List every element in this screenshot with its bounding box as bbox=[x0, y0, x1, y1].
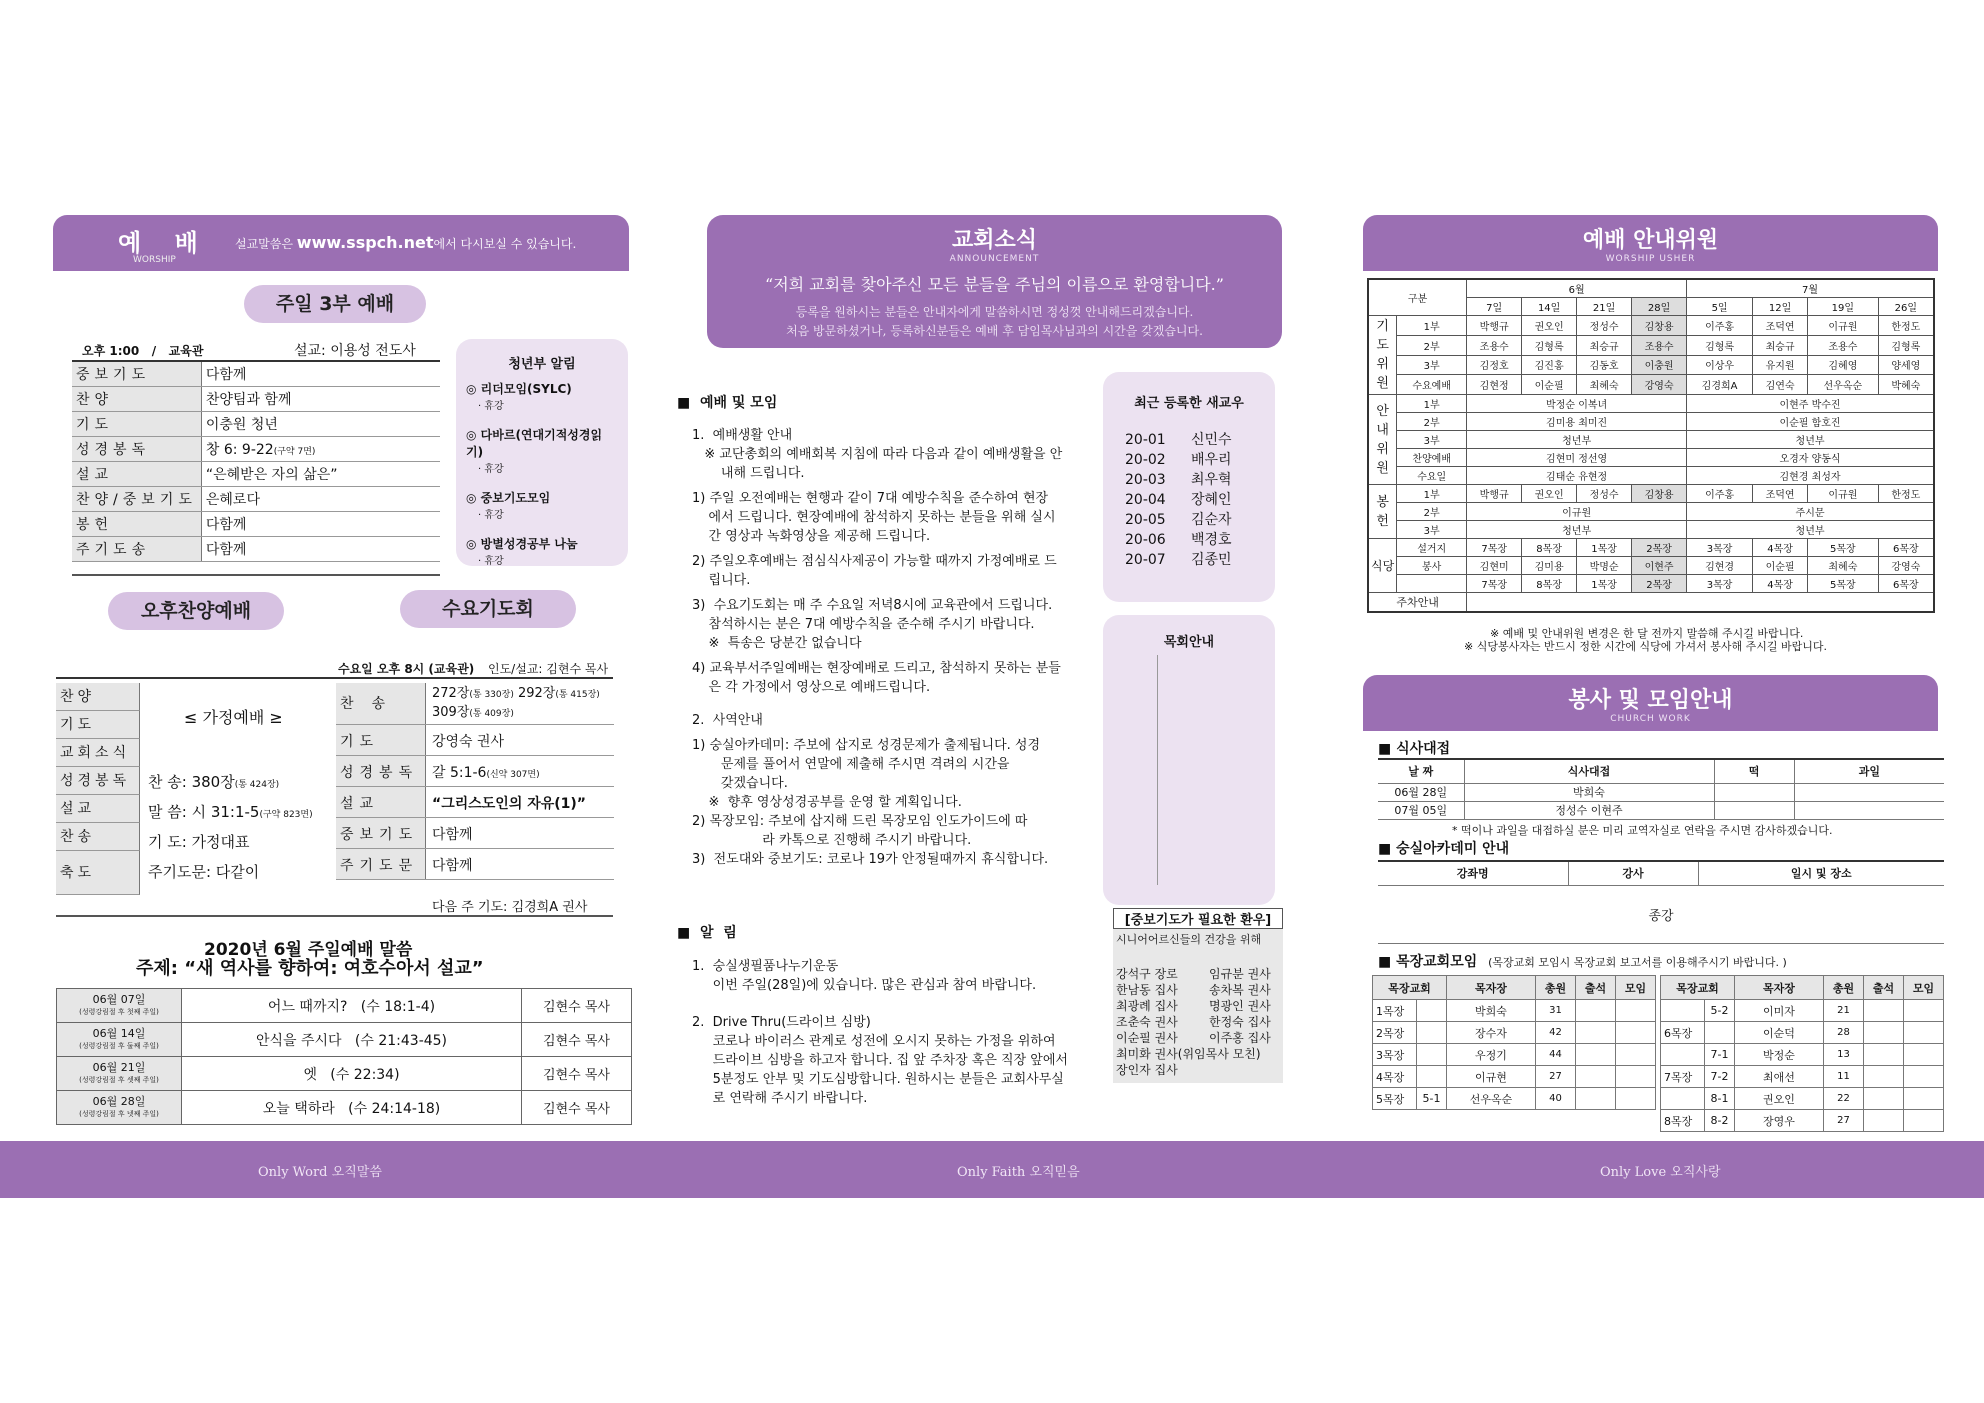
usher-note1: ※ 예배 및 안내위원 변경은 한 달 전까지 말씀해 주시길 바랍니다. bbox=[1490, 627, 1804, 640]
order-value: 은혜로다 bbox=[201, 487, 440, 512]
next-prayer: 다음 주 기도: 김경희A 권사 bbox=[432, 900, 588, 915]
news-line: ※ 특송은 당분간 없습니다 bbox=[692, 636, 862, 651]
usher-row: 봉 헌 1부 박행규 권오인 정성수 김창용 이주홍 조덕연 이규원 한정도 bbox=[1368, 485, 1934, 503]
mokjang-table-left bbox=[1372, 975, 1656, 1110]
order-key: 주기도송 bbox=[72, 537, 201, 562]
new-member-row: 20-02 배우리 bbox=[1125, 452, 1232, 468]
prayer-name: 한정숙 집사 bbox=[1209, 1015, 1271, 1029]
sermon-title: 2020년 6월 주일예배 말씀 bbox=[204, 940, 413, 960]
news-line: 드라이브 심방을 하고자 합니다. 집 앞 주차장 혹은 직장 앞에서 bbox=[692, 1053, 1068, 1068]
mokjang-row: 5목장 5-1 선우옥순 40 bbox=[1373, 1088, 1656, 1110]
news-line: 로 연락해 주시기 바랍니다. bbox=[692, 1091, 868, 1106]
sermon-preacher: 김현수 목사 bbox=[522, 1057, 632, 1091]
new-member-row: 20-05 김순자 bbox=[1125, 512, 1232, 528]
mokjang-row: 2목장 장수자 42 bbox=[1373, 1022, 1656, 1044]
sermon-date: 06월 28일 (성령강림절 후 넷째 주일) bbox=[57, 1091, 182, 1125]
family-worship-line: 찬 송: 380장(통 424장) bbox=[148, 773, 280, 791]
afternoon-order-key: 성경봉독 bbox=[56, 767, 140, 795]
news-line: 2. 사역안내 bbox=[692, 713, 763, 728]
notices-text bbox=[692, 957, 1102, 1108]
sermon-row bbox=[57, 989, 632, 1023]
service3-preacher: 설교: 이용성 전도사 bbox=[294, 343, 416, 359]
order-key: 찬양/중보기도 bbox=[72, 487, 201, 512]
prayer-name: 장인자 집사 bbox=[1116, 1063, 1178, 1077]
circle-bullet-icon: ◎ bbox=[466, 491, 477, 505]
usher-title: 예배 안내위원 bbox=[1582, 228, 1719, 253]
mokjang-header-row: 목장교회 목자장 총원 출석 모임 bbox=[1661, 976, 1944, 1000]
mokjang-row: 7-1 박정순 13 bbox=[1661, 1044, 1944, 1066]
prayer-name: 이주홍 집사 bbox=[1209, 1031, 1271, 1045]
section-meal: ■ 식사대접 bbox=[1378, 741, 1451, 757]
afternoon-order-key: 찬송 bbox=[56, 823, 140, 851]
usher-row: 찬양예배 김현미 정선영 오경자 양동식 bbox=[1368, 449, 1934, 467]
news-subtitle: ANNOUNCEMENT bbox=[949, 254, 1040, 264]
sermon-row bbox=[57, 1057, 632, 1091]
order-key: 중보기도 bbox=[72, 361, 201, 387]
order-key: 기도 bbox=[72, 412, 201, 437]
family-worship-line: 기 도: 가정대표 bbox=[148, 833, 250, 851]
church-work-header bbox=[1363, 675, 1938, 731]
section-mokjang: ■ 목장교회모임 (목장교회 모임시 목장교회 보고서를 이용해주시기 바랍니다. ) bbox=[1378, 954, 1787, 970]
pastoral-visit-title: 목회안내 bbox=[1163, 635, 1215, 650]
order-value: “은혜받은 자의 삶은” bbox=[201, 462, 440, 487]
divider bbox=[56, 915, 613, 917]
sermon-preacher: 김현수 목사 bbox=[522, 1091, 632, 1125]
news-line: 내해 드립니다. bbox=[692, 466, 805, 481]
usher-row: 주차안내 bbox=[1368, 593, 1934, 613]
wednesday-prayer-pill: 수요기도회 bbox=[400, 590, 576, 628]
prayer-name: 송차복 권사 bbox=[1209, 983, 1271, 997]
wednesday-order: 찬송 272장(통 330장) 292장(통 415장) 309장(통 409장) 기도 강영숙 권사 성경봉독 갈 5:1-6(신약 307면) 설교 “그리스도인의 자유(1)” 중보기도 다함께 주기도문 다함께 bbox=[336, 683, 614, 880]
news-line: 2) 목장모임: 주보에 삽지해 드린 목장모임 인도가이드에 따 bbox=[692, 814, 1028, 829]
usher-row: 3부 청년부 청년부 bbox=[1368, 521, 1934, 539]
footer-bar bbox=[0, 1141, 1984, 1198]
service3-row bbox=[72, 462, 440, 487]
afternoon-order-key: 기도 bbox=[56, 711, 140, 739]
order-key: 성경봉독 bbox=[72, 437, 201, 462]
academy-table bbox=[1378, 860, 1944, 944]
news-line: 립니다. bbox=[692, 573, 751, 588]
news-header bbox=[707, 215, 1282, 348]
news-line: 1. 숭실생필품나누기운동 bbox=[692, 959, 839, 974]
sermon-row bbox=[57, 1091, 632, 1125]
service3-row bbox=[72, 387, 440, 412]
news-title: 교회소식 bbox=[951, 228, 1037, 253]
order-value: 다함께 bbox=[201, 537, 440, 562]
mokjang-row: 5-2 이미자 21 bbox=[1661, 1000, 1944, 1022]
usher-row: 기 도 위 원 1부 박행규 권오인 정성수 김창용 이주홍 조덕연 이규원 한정도 bbox=[1368, 316, 1934, 336]
order-value: 이충원 청년 bbox=[201, 412, 440, 437]
sermon-text: 안식을 주시다 (수 21:43-45) bbox=[182, 1023, 522, 1057]
website-link[interactable]: www.sspch.net bbox=[296, 233, 434, 252]
order-value: 창 6: 9-22(구약 7면) bbox=[201, 437, 440, 462]
news-line: 참석하시는 분은 7대 예방수칙을 준수해 주시기 바랍니다. bbox=[692, 617, 1035, 632]
mokjang-header-row: 목장교회 목자장 총원 출석 모임 bbox=[1373, 976, 1656, 1000]
youth-notice-item: ◎ 리더모임(SYLC) · 휴강 bbox=[466, 382, 572, 412]
family-worship-title: ≤ 가정예배 ≥ bbox=[184, 708, 283, 727]
service3-row bbox=[72, 487, 440, 512]
order-value: 다함께 bbox=[201, 361, 440, 387]
usher-row: 2부 조용수 김형록 최승규 조용수 김형록 최승규 조용수 김형록 bbox=[1368, 335, 1934, 355]
afternoon-order bbox=[56, 683, 140, 895]
wed-order-row: 성경봉독 갈 5:1-6(신약 307면) bbox=[336, 756, 614, 787]
worship-header bbox=[53, 215, 629, 271]
sermon-text: 오늘 택하라 (수 24:14-18) bbox=[182, 1091, 522, 1125]
family-worship-line: 주기도문: 다같이 bbox=[148, 863, 260, 881]
usher-row: 7일 14일 21일 28일 5일 12일 19일 26일 bbox=[1368, 298, 1934, 316]
news-line: 2. Drive Thru(드라이브 심방) bbox=[692, 1015, 871, 1030]
mokjang-row: 8-1 권오인 22 bbox=[1661, 1088, 1944, 1110]
usher-row: 3부 청년부 청년부 bbox=[1368, 431, 1934, 449]
sermon-text: 어느 때까지? (수 18:1-4) bbox=[182, 989, 522, 1023]
divider bbox=[72, 574, 440, 576]
service3-time: 오후 1:00 / 교육관 bbox=[82, 344, 204, 358]
sermon-preacher: 김현수 목사 bbox=[522, 1023, 632, 1057]
afternoon-order-key: 축도 bbox=[56, 851, 140, 895]
afternoon-order-key: 설교 bbox=[56, 795, 140, 823]
section-notices: ■ 알 림 bbox=[677, 925, 737, 941]
mokjang-row: 6목장 이순덕 28 bbox=[1661, 1022, 1944, 1044]
news-line: 2) 주일오후예배는 점심식사제공이 가능할 때까지 가정예배로 드 bbox=[692, 554, 1057, 569]
prayer-name: 강석구 장로 bbox=[1116, 967, 1178, 981]
service3-row bbox=[72, 437, 440, 462]
usher-row: 수요예배 김현정 이순필 최혜숙 강영숙 김경희A 김연숙 선우옥순 박혜숙 bbox=[1368, 375, 1934, 395]
mokjang-row: 4목장 이규현 27 bbox=[1373, 1066, 1656, 1088]
afternoon-order-key: 찬양 bbox=[56, 683, 140, 711]
new-member-row: 20-03 최우혁 bbox=[1125, 472, 1232, 488]
welcome-line1: 등록을 원하시는 분들은 안내자에게 말씀하시면 정성껏 안내해드리겠습니다. bbox=[795, 305, 1194, 319]
circle-bullet-icon: ◎ bbox=[466, 382, 477, 396]
mokjang-row: 7목장 7-2 최애선 11 bbox=[1661, 1066, 1944, 1088]
wed-order-row: 설교 “그리스도인의 자유(1)” bbox=[336, 787, 614, 818]
wed-order-row: 중보기도 다함께 bbox=[336, 818, 614, 849]
order-value: 다함께 bbox=[201, 512, 440, 537]
sermon-preacher: 김현수 목사 bbox=[522, 989, 632, 1023]
youth-notice-item: ◎ 다바르(연대기적성경읽기) · 휴강 bbox=[466, 428, 603, 475]
news-line: 갖겠습니다. bbox=[692, 776, 788, 791]
youth-notice-item: ◎ 방별성경공부 나눔 · 휴강 bbox=[466, 537, 578, 567]
usher-row: 7목장 8목장 1목장 2목장 3목장 4목장 5목장 6목장 bbox=[1368, 575, 1934, 593]
footer-love: Only Love 오직사랑 bbox=[1600, 1165, 1721, 1180]
church-work-title: 봉사 및 모임안내 bbox=[1568, 688, 1733, 713]
news-line: 4) 교육부서주일예배는 현장예배로 드리고, 참석하지 못하는 분들 bbox=[692, 661, 1061, 676]
mokjang-table-right bbox=[1660, 975, 1944, 1132]
news-line: 은 각 가정에서 영상으로 예배드립니다. bbox=[692, 680, 931, 695]
usher-row: 봉사 김현미 김미용 박명순 이현주 김현경 이순필 최혜숙 강영숙 bbox=[1368, 557, 1934, 575]
wed-header: 수요일 오후 8시 (교육관) 인도/설교: 김현수 목사 bbox=[56, 657, 613, 679]
section-academy: ■ 숭실아카데미 안내 bbox=[1378, 841, 1510, 857]
news-line: 5분정도 안부 및 기도심방합니다. 원하시는 분들은 교회사무실 bbox=[692, 1072, 1064, 1087]
new-member-row: 20-04 장혜인 bbox=[1125, 492, 1232, 508]
usher-header bbox=[1363, 215, 1938, 271]
footer-word: Only Word 오직말씀 bbox=[258, 1165, 382, 1180]
academy-col-teacher: 강사 bbox=[1568, 861, 1698, 885]
section-worship-meeting: ■ 예배 및 모임 bbox=[677, 395, 778, 411]
news-line: 간 영상과 녹화영상을 제공해 드립니다. bbox=[692, 529, 931, 544]
usher-row: 구분 6월 7월 bbox=[1368, 279, 1934, 298]
worship-meeting-text bbox=[692, 426, 1102, 869]
meal-row: 07월 05일 정성수 이현주 bbox=[1378, 801, 1944, 819]
pastoral-visit-box bbox=[1103, 615, 1275, 905]
sermon-date: 06월 21일 (성령강림절 후 셋째 주일) bbox=[57, 1057, 182, 1091]
usher-row: 식당 설거지 7목장 8목장 1목장 2목장 3목장 4목장 5목장 6목장 bbox=[1368, 539, 1934, 557]
church-work-subtitle: CHURCH WORK bbox=[1610, 714, 1691, 724]
meal-row: 06월 28일 박희숙 bbox=[1378, 783, 1944, 801]
academy-col-course: 강좌명 bbox=[1378, 861, 1568, 885]
wed-order-row: 주기도문 다함께 bbox=[336, 849, 614, 880]
family-worship bbox=[140, 683, 336, 913]
order-key: 설교 bbox=[72, 462, 201, 487]
usher-note2: ※ 식당봉사자는 반드시 정한 시간에 식당에 가셔서 봉사해 주시길 바랍니다. bbox=[1464, 640, 1827, 653]
news-line: 코로나 바이러스 관계로 성전에 오시지 못하는 가정을 위하여 bbox=[692, 1034, 1056, 1049]
prayer-title: [중보기도가 필요한 환우] bbox=[1113, 908, 1283, 929]
prayer-name: 최미화 권사(위임목사 모친) bbox=[1116, 1047, 1261, 1061]
youth-notice-title: 청년부 알림 bbox=[508, 357, 576, 372]
prayer-name: 최광례 집사 bbox=[1116, 999, 1178, 1013]
service3-row bbox=[72, 512, 440, 537]
sermon-date: 06월 14일 (성령강림절 후 둘째 주일) bbox=[57, 1023, 182, 1057]
new-member-row: 20-07 김종민 bbox=[1125, 552, 1232, 568]
sermon-table bbox=[56, 988, 632, 1125]
sermon-text: 엣 (수 22:34) bbox=[182, 1057, 522, 1091]
new-members-box bbox=[1103, 372, 1275, 602]
worship-subtitle: WORSHIP bbox=[133, 255, 176, 265]
wed-hymn-label: 찬송 bbox=[336, 683, 426, 724]
prayer-subtitle: 시니어어르신들의 건강을 위해 bbox=[1116, 933, 1262, 946]
afternoon-worship-pill: 오후찬양예배 bbox=[108, 592, 284, 630]
news-line: 3) 수요기도회는 매 주 수요일 저녁8시에 교육관에서 드립니다. bbox=[692, 598, 1053, 613]
news-line: 1) 숭실아카데미: 주보에 삽지로 성경문제가 출제됩니다. 성경 bbox=[692, 738, 1041, 753]
news-line: ※ 향후 영상성경공부를 운영 할 계획입니다. bbox=[692, 795, 962, 810]
usher-subtitle: WORSHIP USHER bbox=[1605, 254, 1696, 264]
circle-bullet-icon: ◎ bbox=[466, 428, 477, 442]
mokjang-row: 3목장 우정기 44 bbox=[1373, 1044, 1656, 1066]
service3-row bbox=[72, 361, 440, 387]
meal-header-row: 날 짜 식사대접 떡 과일 bbox=[1378, 759, 1944, 783]
meal-note: * 떡이나 과일을 대접하실 분은 미리 교역자실로 연락을 주시면 감사하겠습니다. bbox=[1452, 824, 1833, 837]
mokjang-row: 8목장 8-2 장영우 27 bbox=[1661, 1110, 1944, 1132]
order-value: 찬양팀과 함께 bbox=[201, 387, 440, 412]
news-line: 문제를 풀어서 연말에 제출해 주시면 격려의 시간을 bbox=[692, 757, 1010, 772]
prayer-name: 명광인 권사 bbox=[1209, 999, 1271, 1013]
usher-row: 안 내 위 원 1부 박정순 이복녀 이현주 박수진 bbox=[1368, 395, 1934, 413]
prayer-request-box bbox=[1113, 908, 1283, 1083]
afternoon-order-key: 교회소식 bbox=[56, 739, 140, 767]
academy-col-time: 일시 및 장소 bbox=[1698, 861, 1944, 885]
youth-notice-box bbox=[456, 339, 628, 566]
wed-order-row: 기도 강영숙 권사 bbox=[336, 725, 614, 756]
meal-table bbox=[1378, 758, 1944, 820]
usher-row: 2부 김미용 최미진 이순필 함호진 bbox=[1368, 413, 1934, 431]
prayer-name: 한남동 집사 bbox=[1116, 983, 1178, 997]
mokjang-row: 1목장 박희숙 31 bbox=[1373, 1000, 1656, 1022]
youth-notice-item: ◎ 중보기도모임 · 휴강 bbox=[466, 491, 551, 521]
news-line: 에서 드립니다. 현장예배에 참석하지 못하는 분들을 위해 실시 bbox=[692, 510, 1056, 525]
news-line: ※ 교단총회의 예배회복 지침에 따라 다음과 같이 예배생활을 안 bbox=[692, 447, 1063, 462]
welcome-text: “저희 교회를 찾아주신 모든 분들을 주님의 이름으로 환영합니다.” bbox=[765, 275, 1224, 294]
service3-pill: 주일 3부 예배 bbox=[244, 285, 426, 323]
new-member-row: 20-01 신민수 bbox=[1125, 432, 1232, 448]
news-line: 이번 주일(28일)에 있습니다. 많은 관심과 참여 바랍니다. bbox=[692, 978, 1037, 993]
prayer-name: 조춘숙 권사 bbox=[1116, 1015, 1178, 1029]
news-line: 3) 전도대와 중보기도: 코로나 19가 안정될때까지 휴식합니다. bbox=[692, 852, 1049, 867]
new-members-title: 최근 등록한 새교우 bbox=[1134, 396, 1244, 411]
prayer-name: 이순필 권사 bbox=[1116, 1031, 1178, 1045]
usher-table bbox=[1367, 278, 1935, 613]
service3-row bbox=[72, 412, 440, 437]
worship-title: 예 배 bbox=[118, 228, 198, 257]
sermon-date: 06월 07일 (성령강림절 후 첫째 주일) bbox=[57, 989, 182, 1023]
worship-note: 설교말씀은 www.sspch.net에서 다시보실 수 있습니다. bbox=[235, 233, 577, 252]
usher-row: 수요일 김태순 유현정 김현경 최성자 bbox=[1368, 467, 1934, 485]
prayer-name: 임규분 권사 bbox=[1209, 967, 1271, 981]
news-line: 라 카톡으로 진행해 주시기 바랍니다. bbox=[692, 833, 972, 848]
news-line: 1) 주일 오전예배는 현행과 같이 7대 예방수칙을 준수하여 현장 bbox=[692, 491, 1049, 506]
order-key: 찬양 bbox=[72, 387, 201, 412]
circle-bullet-icon: ◎ bbox=[466, 537, 477, 551]
service3-order bbox=[72, 360, 440, 562]
service3-row bbox=[72, 537, 440, 562]
academy-closed: 종강 bbox=[1378, 885, 1944, 943]
news-line: 1. 예배생활 안내 bbox=[692, 428, 793, 443]
welcome-line2: 처음 방문하셨거나, 등록하신분들은 예배 후 담임목사님과의 시간을 갖겠습니다. bbox=[786, 324, 1203, 338]
footer-faith: Only Faith 오직믿음 bbox=[957, 1165, 1080, 1180]
usher-row: 2부 이규원 주시문 bbox=[1368, 503, 1934, 521]
new-member-row: 20-06 백경호 bbox=[1125, 532, 1232, 548]
usher-row: 3부 김정호 김진홍 김동호 이충원 이상우 유지원 김혜영 양세영 bbox=[1368, 355, 1934, 375]
sermon-theme: 주제: “새 역사를 향하여: 여호수아서 설교” bbox=[136, 958, 484, 979]
order-key: 봉헌 bbox=[72, 512, 201, 537]
sermon-row bbox=[57, 1023, 632, 1057]
family-worship-line: 말 씀: 시 31:1-5(구약 823면) bbox=[148, 803, 313, 821]
